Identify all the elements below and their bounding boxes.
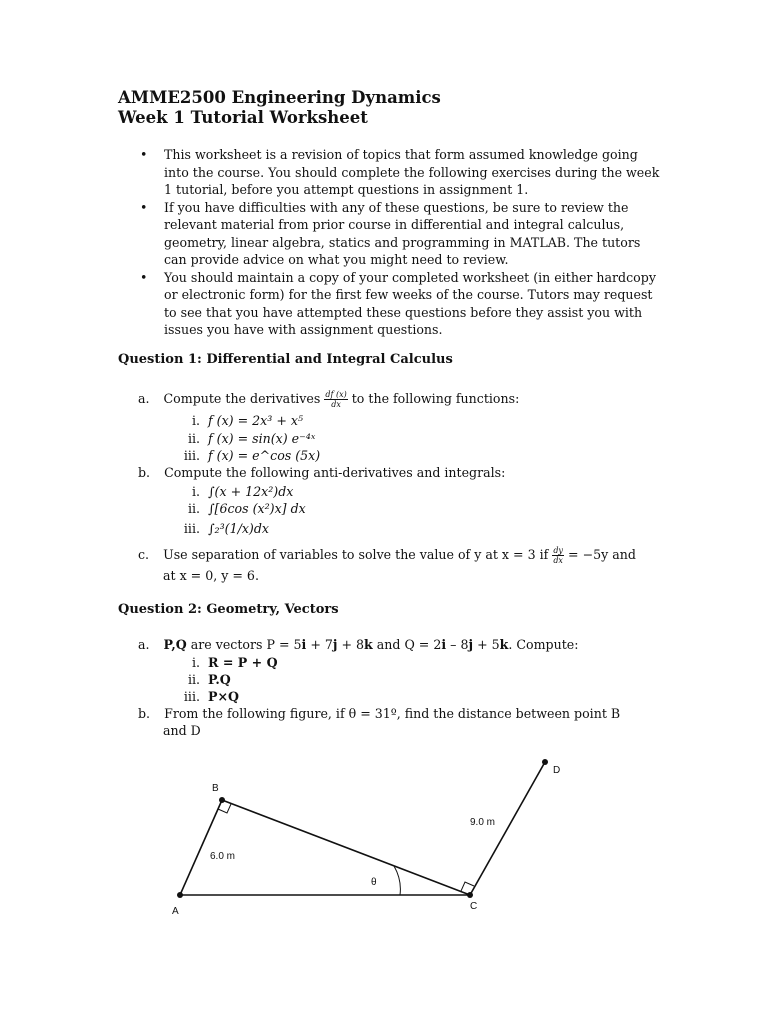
document-title bbox=[118, 88, 441, 128]
intro-bullet-list bbox=[140, 146, 660, 339]
bullet-icon: • bbox=[140, 147, 148, 162]
q1-a-item: i. f (x) = 2x³ + x⁵ bbox=[191, 413, 304, 428]
label-theta: θ bbox=[371, 877, 377, 888]
q1-a-item: ii. f (x) = sin(x) e⁻⁴ˣ bbox=[187, 431, 316, 446]
worksheet-title: Week 1 Tutorial Worksheet bbox=[118, 108, 368, 127]
geometry-figure bbox=[0, 740, 768, 940]
point-a bbox=[177, 892, 183, 898]
q1-heading: Question 1: Differential and Integral Calculus bbox=[118, 352, 453, 367]
label-cd-length: 9.0 m bbox=[470, 817, 496, 828]
intro-bullet: • If you have difficulties with any of these questions, be sure to review the relevant material from prior course in differential and integral calculus, geometry, linear algebra, statics and programming in MATLAB. The tutors can provide advice on what you might need to review. bbox=[140, 199, 641, 267]
derivative-fraction: $\frac{df (x)}{dx}$ bbox=[325, 390, 347, 409]
q1-part-c: c. Use separation of variables to solve the value of y at x = 3 if $\frac{dy}{dx}$ = −5y and bbox=[138, 546, 636, 565]
bullet-icon: • bbox=[140, 269, 148, 285]
point-c bbox=[467, 892, 473, 898]
q1-b-item: ii. ∫[6cos (x²)x] dx bbox=[187, 501, 306, 516]
label-d: D bbox=[553, 765, 561, 776]
intro-bullet: • You should maintain a copy of your completed worksheet (in either hardcopy or electronic form) for the first few weeks of the course. Tutors may request to see that you have attempted these questions before they assist you with issues you have with assignment questions. bbox=[140, 269, 656, 337]
q1-part-a: a. Compute the derivatives $\frac{df (x)}{dx}$ to the following functions: bbox=[138, 390, 520, 409]
segment-ab bbox=[180, 800, 222, 895]
point-b bbox=[219, 797, 225, 803]
q1-a-item: iii. f (x) = e^cos (5x) bbox=[183, 448, 321, 463]
right-angle-mark-c bbox=[461, 882, 474, 891]
bullet-icon: • bbox=[140, 199, 148, 215]
angle-theta-arc bbox=[394, 866, 400, 895]
q1-b-item: iii. ∫₂³(1/x)dx bbox=[183, 521, 270, 536]
course-title: AMME2500 Engineering Dynamics bbox=[118, 88, 441, 107]
segment-bc bbox=[222, 800, 470, 895]
q2-a-item: i. R = P + Q bbox=[191, 655, 278, 670]
label-c: C bbox=[470, 901, 478, 912]
q1-part-c-line2: at x = 0, y = 6. bbox=[163, 568, 259, 583]
label-b: B bbox=[212, 783, 219, 794]
q2-part-a: a. P,Q are vectors P = 5i + 7j + 8k and Q = 2i – 8j + 5k. Compute: bbox=[138, 637, 579, 652]
label-ab-length: 6.0 m bbox=[210, 851, 236, 862]
q2-part-b-line2: and D bbox=[163, 723, 201, 738]
q2-heading: Question 2: Geometry, Vectors bbox=[118, 602, 339, 617]
q2-a-item: ii. P.Q bbox=[187, 672, 231, 687]
label-a: A bbox=[172, 906, 179, 917]
q1-b-item: i. ∫(x + 12x²)dx bbox=[191, 484, 294, 499]
q2-part-b: b. From the following figure, if θ = 31º, find the distance between point B bbox=[138, 706, 621, 721]
segment-cd bbox=[470, 762, 545, 895]
q2-a-item: iii. P×Q bbox=[183, 689, 239, 704]
intro-bullet: • This worksheet is a revision of topics that form assumed knowledge going into the course. You should complete the following exercises during the week 1 tutorial, before you attempt questions in assignment 1. bbox=[140, 147, 660, 197]
q1-part-b: b. Compute the following anti-derivatives and integrals: bbox=[138, 465, 506, 480]
point-d bbox=[542, 759, 548, 765]
derivative-fraction: $\frac{dy}{dx}$ bbox=[553, 546, 563, 565]
